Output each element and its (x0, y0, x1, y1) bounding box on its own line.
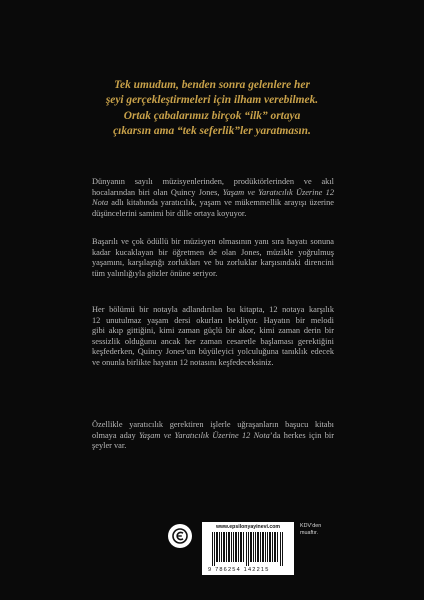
text-segment: olmaya aday (92, 430, 136, 440)
paragraph-line: yaşamını, karşılaştığı zorlukları ve bu zorluklar karşısındaki direncini (92, 258, 334, 268)
quote-line: çıkarsın ama “tek seferlik”ler yaratmasın. (113, 125, 311, 138)
tax-note-line: KDV’den (300, 523, 322, 529)
paragraph-line: tüm yalınlığıyla gözler önüne seriyor. (92, 268, 218, 278)
epsilon-logo-icon (168, 524, 192, 548)
text-segment: ’da herkes için bir (269, 430, 334, 440)
book-title: Yaşam ve Yaratıcılık Üzerine 12 (222, 187, 334, 197)
barcode-icon (212, 532, 284, 566)
paragraph-line: Her bölümü bir notayla adlandırılan bu kitapta, 12 notaya karşılık (92, 305, 334, 314)
paragraph-line: sessizlik olduğunu ancak her zaman cesaretle başlaması gerektiğini (92, 336, 334, 346)
tax-exempt-note (300, 523, 340, 537)
book-title: Nota (92, 198, 109, 208)
quote-line: Ortak çabalarımız birçok “ilk” ortaya (123, 109, 301, 122)
text-segment: hocalarından biri olan Quincy Jones, (92, 187, 220, 197)
paragraph-1 (92, 177, 334, 219)
paragraph-line: şeyler var. (92, 441, 127, 451)
paragraph-line (92, 431, 334, 442)
publisher-url: www.epsilonyayinevi.com (215, 524, 281, 530)
paragraph-line: Dünyanın sayılı müzisyenlerinden, prodüktörlerinden ve akıl (92, 177, 334, 186)
paragraph-line: ve onunla birlikte hayatın 12 notasını keşfedeceksiniz. (92, 357, 274, 367)
paragraph-line (92, 198, 334, 209)
paragraph-4 (92, 420, 334, 452)
quote-line: Tek umudum, benden sonra gelenlere her (114, 79, 310, 91)
paragraph-line: Başarılı ve çok ödüllü bir müzisyen olmasının yanı sıra hayatı sonuna (92, 237, 334, 246)
text-segment: adlı kitabında yaratıcılık, yaşam ve mükemmellik arayışı üzerine (111, 198, 334, 208)
paragraph-line: gibi akıp gittiğini, kimi zaman güçlü bir akor, kimi zaman derin bir (92, 326, 334, 336)
cover-quote (76, 78, 348, 140)
paragraph-line: Özellikle yaratıcılık gerektiren işlerle uğraşanların başucu kitabı (92, 420, 334, 429)
barcode-label (202, 522, 294, 575)
paragraph-3 (92, 305, 334, 369)
paragraph-line: 12 unutulmaz yaşam dersi okurları bekliyor. Hayatın bir melodi (92, 315, 334, 325)
isbn-number: 9 786254 142215 (208, 567, 270, 573)
epsilon-logo-glyph (172, 528, 188, 544)
paragraph-line: keşfederken, Quincy Jones’un büyüleyici yolculuğuna tanıklık edecek (92, 347, 334, 357)
quote-line: şeyi gerçekleştirmeleri için ilham verebilmek. (105, 94, 319, 107)
paragraph-line: kadar kucaklayan bir öğretmen de olan Jones, müzikle yoğrulmuş (92, 247, 334, 257)
paragraph-line: düşüncelerini samimi bir dille ortaya koyuyor. (92, 208, 247, 218)
paragraph-line (92, 188, 334, 199)
tax-note-line: muaftır. (300, 530, 318, 536)
book-title: Yaşam ve Yaratıcılık Üzerine 12 Nota (138, 430, 270, 440)
paragraph-2 (92, 237, 334, 279)
